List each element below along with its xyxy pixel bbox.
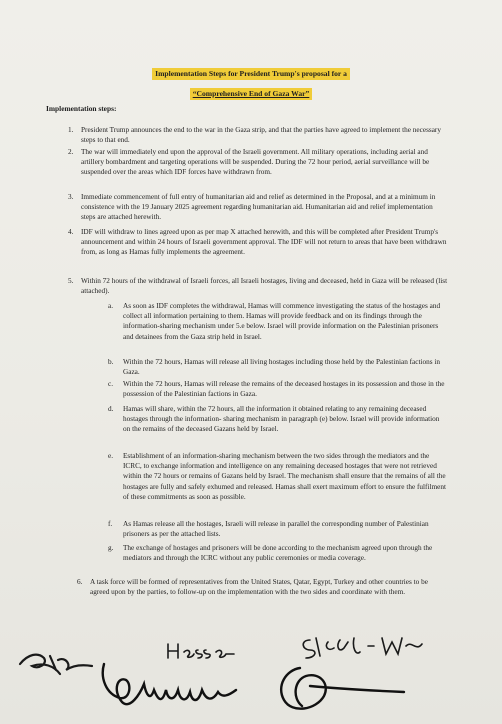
signature-area: [0, 628, 502, 724]
list-item: [68, 125, 448, 145]
item-number: 4.: [68, 228, 74, 236]
sub-item-text: Within the 72 hours, Hamas will release the remains of the deceased hostages in its possession and those in the possession of the Palestinian factions in Gaza.: [123, 380, 445, 399]
sub-item: [108, 301, 448, 342]
document-title: [0, 63, 502, 101]
sub-item-text: Within the 72 hours, Hamas will release all living hostages including those held by the Palestinian factions in Gaza.: [123, 358, 441, 377]
list-item: [77, 577, 449, 597]
sub-item-text: As Hamas release all the hostages, Israeli will release in parallel the corresponding number of Palestinian prisoners as per the attached lists.: [123, 520, 429, 539]
section-heading: Implementation steps:: [46, 104, 117, 113]
sub-item-letter: b.: [108, 358, 114, 366]
signature-3: [270, 662, 410, 718]
item-text: President Trump announces the end to the war in the Gaza strip, and that the parties have agreed to implement the necessary steps to that end.: [81, 126, 441, 145]
item-number: 1.: [68, 126, 74, 134]
sub-item: [108, 404, 448, 435]
sub-item: [108, 519, 448, 539]
sub-item: [108, 379, 448, 399]
sub-item-text: Establishment of an information-sharing mechanism between the two sides through the mediators and the ICRC, to exchange information and intelligence on any remaining deceased hostages that were not retrieved within the 72 hours or remains of Gazans held by Israel. The mechanism shall ensure that the remains of all the hostages are fully and safely exhumed and released. Hamas shall exert maximum effort to ensure the fulfilment of these commitments as soon as possible.: [123, 452, 446, 501]
sub-item-text: As soon as IDF completes the withdrawal, Hamas will commence investigating the status of the hostages and collect all information pertaining to them. Hamas will provide feedback and on its findings through the information-sharing mechanism under 5.e below. Israel will provide information on the Palestinian prisoners and detainees from the Gaza strip held in Israel.: [123, 302, 441, 341]
sub-item-letter: c.: [108, 380, 114, 388]
sub-item-letter: g.: [108, 544, 114, 552]
sub-item-letter: e.: [108, 452, 114, 460]
sub-item-letter: f.: [108, 520, 113, 528]
list-item: [68, 227, 448, 258]
list-item: [68, 147, 448, 178]
sub-item: [108, 543, 448, 563]
sub-item-letter: a.: [108, 302, 114, 310]
item-number: 5.: [68, 277, 74, 285]
sub-item-text: The exchange of hostages and prisoners will be done according to the mechanism agreed upon through the mediators and through the ICRC without any public ceremonies or media coverage.: [123, 544, 433, 563]
signature-1: [14, 636, 104, 686]
sub-item: [108, 357, 448, 377]
item-text: IDF will withdraw to lines agreed upon as per map X attached herewith, and this will be completed after President Trump's announcement and within 24 hours of Israeli government approval. The IDF will not return to areas that have been withdrawn from, as long as Hamas fully implements the agreement.: [81, 228, 447, 257]
sub-item-letter: d.: [108, 405, 114, 413]
item-number: 3.: [68, 193, 74, 201]
item-number: 2.: [68, 148, 74, 156]
list-item: [68, 192, 448, 223]
item-text: A task force will be formed of representatives from the United States, Qatar, Egypt, Turkey and other countries to be agreed upon by the parties, to follow-up on the implementation with the two sides and coordinate with them.: [90, 578, 428, 597]
sub-item-text: Hamas will share, within the 72 hours, all the information it obtained relating to any remaining deceased hostages through the information- sharing mechanism in paragraph (e) below. Israel will provide information on the remains of the deceased Gazans held by Israel.: [123, 405, 440, 434]
sub-item: [108, 451, 448, 502]
list-item: [68, 276, 448, 296]
signature-3-name: [298, 632, 428, 662]
title-line-1: Implementation Steps for President Trump's proposal for a: [152, 68, 350, 80]
signature-2: [96, 654, 246, 716]
item-number: 6.: [77, 578, 83, 586]
item-text: Within 72 hours of the withdrawal of Israeli forces, all Israeli hostages, living and deceased, held in Gaza will be released (list attached).: [81, 277, 448, 296]
item-text: Immediate commencement of full entry of humanitarian aid and relief as determined in the Proposal, and at a minimum in consistence with the 19 January 2025 agreement regarding humanitarian aid. Humanitarian aid and relief implementation steps are attached herewith.: [81, 193, 436, 222]
item-text: The war will immediately end upon the approval of the Israeli government. All military operations, including aerial and artillery bombardment and targeting operations will be suspended. During the 72 hour period, aerial surveillance will be suspended over the areas which IDF forces have withdrawn from.: [81, 148, 430, 177]
title-line-2: “Comprehensive End of Gaza War”: [190, 88, 313, 100]
